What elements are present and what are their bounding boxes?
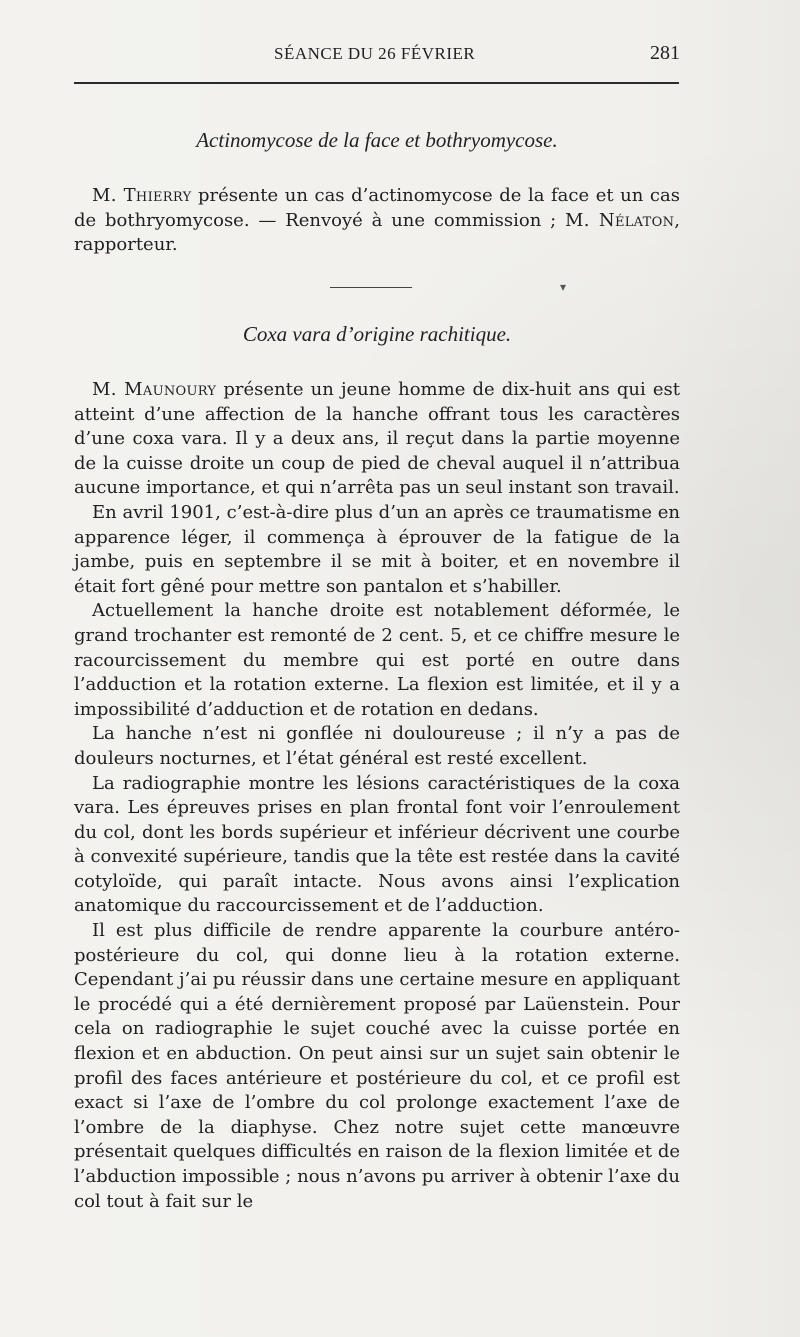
paragraph-maunoury: [74, 378, 680, 501]
header-rule: [74, 82, 679, 84]
paragraph-maunoury-text: présente un jeune homme de dix-huit ans qui est atteint d’une affection de la hanche offrant tous les caractères d’une coxa vara. Il y a deux ans, il reçut dans la partie moyenne de la cuisse droite un coup de pied de cheval auquel il n’attribua aucune importance, et qui n’arrêta pas un seul instant son travail.: [74, 379, 680, 499]
stray-printer-mark: ▾: [560, 280, 567, 294]
section-divider: [330, 287, 412, 288]
section-coxa-vara: [74, 322, 680, 347]
author-name-nelaton: M. Nélaton: [565, 209, 675, 231]
paragraph-radiographie: La radiographie montre les lésions caractéristiques de la coxa vara. Les épreuves prises en plan frontal font voir l’enroulement du col, dont les bords supérieur et inférieur décrivent une courbe à convexité supérieure, tandis que la tête est restée dans la cavité cotyloïde, qui paraît intacte. Nous avons ainsi l’explication anatomique du raccourcissement et de l’adduction.: [74, 772, 680, 917]
section-actinomycose: [74, 128, 680, 153]
paragraph-avril-1901: En avril 1901, c’est-à-dire plus d’un an après ce traumatisme en apparence léger, il commença à éprouver de la fatigue de la jambe, puis en septembre il se mit à boiter, et en novembre il était fort gêné pour mettre son pantalon et s’habiller.: [74, 501, 680, 597]
author-name-maunoury: M. Maunoury: [92, 379, 217, 400]
page-number: 281: [650, 42, 680, 64]
section-actinomycose-body: [74, 184, 680, 258]
paragraph-courbure: Il est plus difficile de rendre apparente la courbure antéro-postérieure du col, qui donne lieu à la rotation externe. Cependant j’ai pu réussir dans une certaine mesure en appliquant le procédé qui a été dernièrement proposé par Laüenstein. Pour cela on radiographie le sujet couché avec la cuisse portée en flexion et en abduction. On peut ainsi sur un sujet sain obtenir le profil des faces antérieure et postérieure du col, et ce profil est exact si l’axe de l’ombre du col prolonge exactement l’axe de l’ombre de la diaphyse. Chez notre sujet cette manœuvre présentait quelques difficultés en raison de la flexion limitée et de l’abduction impossible ; nous n’avons pu arriver à obtenir l’axe du col tout à fait sur le: [74, 920, 680, 1212]
section-heading-coxa-vara: Coxa vara d’origine rachitique.: [242, 322, 512, 346]
section-coxa-vara-body: [74, 378, 680, 1214]
paragraph-thierry-text-a: présente un cas d’actinomycose de la face et un cas de bothryomycose. — Renvoyé à une commission ;: [74, 185, 680, 231]
paragraph-actuellement: Actuellement la hanche droite est notablement déformée, le grand trochanter est remonté de 2 cent. 5, et ce chiffre mesure le racourcissement du membre qui est porté en outre dans l’adduction et la rotation externe. La flexion est limitée, et il y a impossibilité d’adduction et de rotation en dedans.: [74, 600, 680, 720]
running-head: [74, 44, 680, 72]
paragraph-hanche: La hanche n’est ni gonflée ni douloureuse ; il n’y a pas de douleurs nocturnes, et l’état général est resté excellent.: [74, 723, 680, 769]
author-name-thierry: M. Thierry: [92, 185, 192, 206]
running-title: SÉANCE DU 26 FÉVRIER: [274, 44, 476, 63]
paragraph-thierry-text-b: , rapporteur.: [74, 209, 680, 256]
section-heading-actinomycose: Actinomycose de la face et bothryomycose.: [196, 128, 558, 152]
paragraph-thierry: [74, 184, 680, 258]
